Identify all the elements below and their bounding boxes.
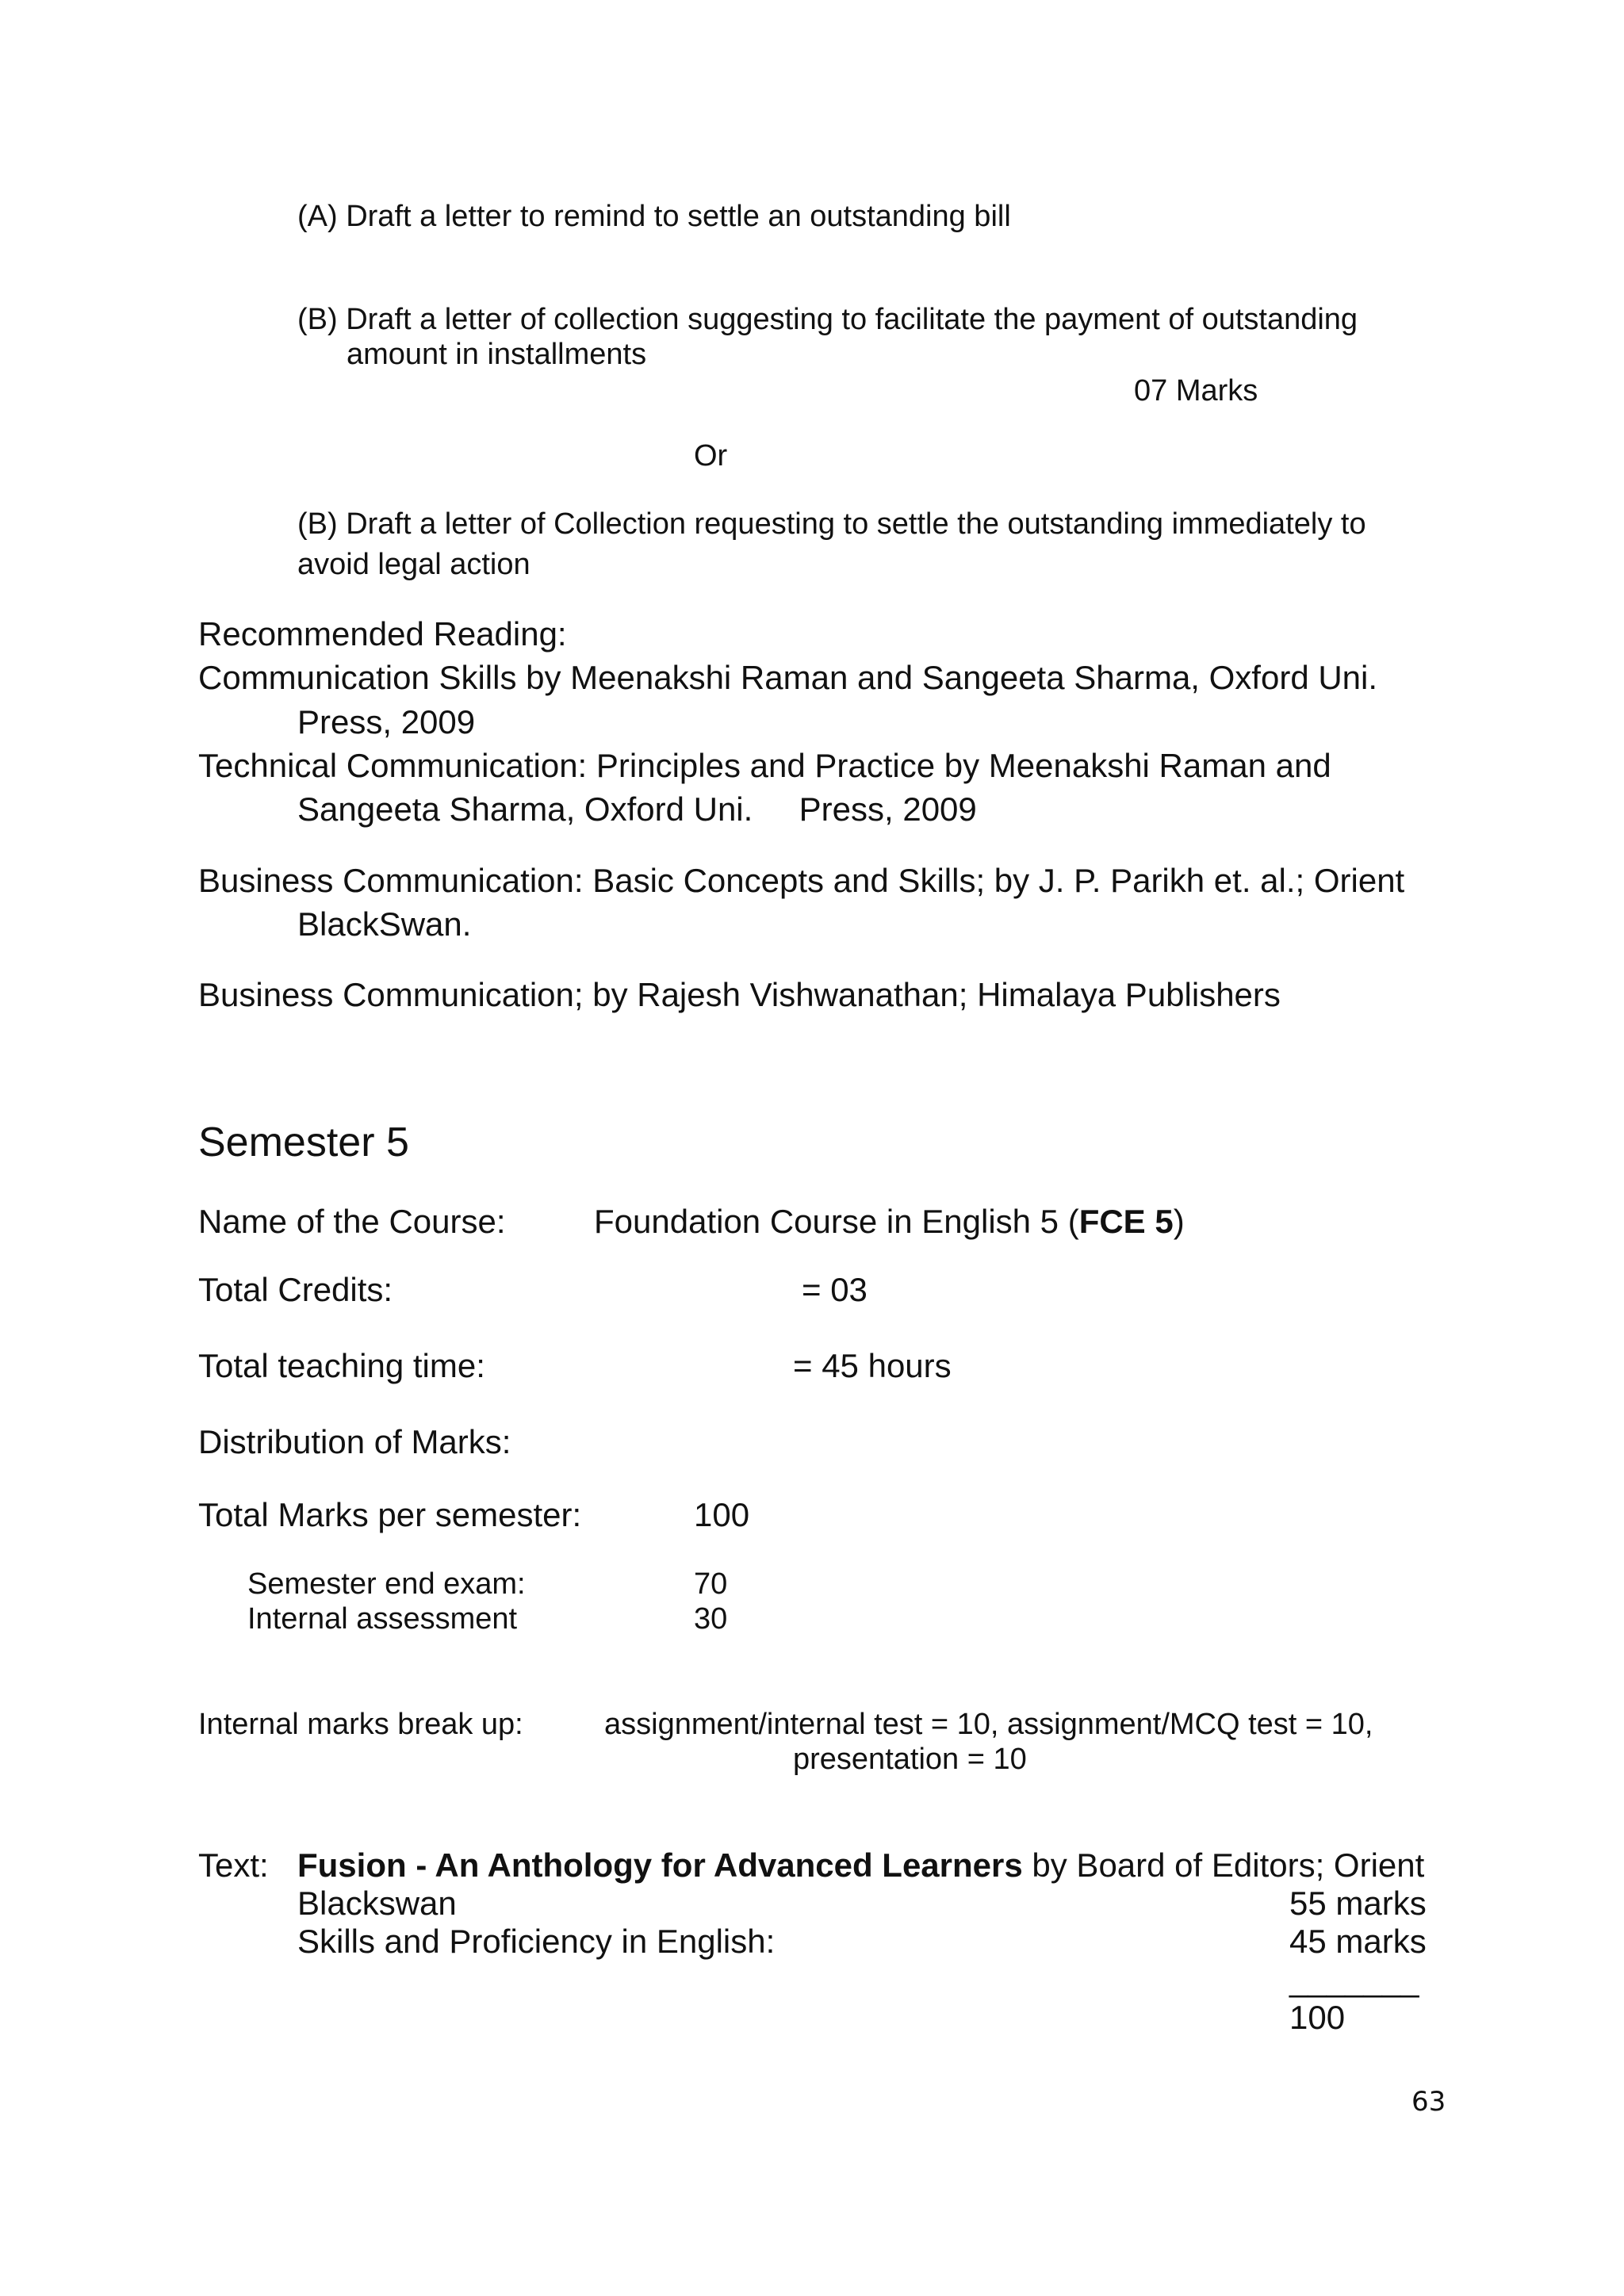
credits-value: = 03 (802, 1271, 868, 1308)
book-title: Fusion - An Anthology for Advanced Learners (297, 1846, 1023, 1884)
letter-item-b1-line1: (B) Draft a letter of collection suggesting to facilitate the payment of outstanding (297, 303, 1358, 336)
internal-assessment-value: 30 (694, 1602, 728, 1636)
total-marks-label: Total Marks per semester: (198, 1496, 582, 1533)
breakup-line2: presentation = 10 (793, 1743, 1027, 1776)
end-exam-label: Semester end exam: (247, 1567, 526, 1601)
total-marks-value: 100 (694, 1496, 750, 1533)
end-exam-value: 70 (694, 1567, 728, 1601)
course-label: Name of the Course: (198, 1203, 506, 1240)
total-marks: 100 (1289, 1999, 1346, 2036)
skills-label: Skills and Proficiency in English: (297, 1923, 776, 1960)
teaching-time-label: Total teaching time: (198, 1347, 485, 1384)
semester-title: Semester 5 (198, 1119, 409, 1165)
credits-label: Total Credits: (198, 1271, 393, 1308)
total-rule: _______ (1289, 1961, 1419, 1998)
letter-item-b1-line2: amount in installments (347, 338, 647, 371)
breakup-label: Internal marks break up: (198, 1708, 523, 1741)
text-book-line (297, 1846, 1425, 1884)
course-code: FCE 5 (1078, 1203, 1174, 1240)
reading-item-2-line2: Sangeeta Sharma, Oxford Uni. Press, 2009 (297, 790, 977, 828)
book-rest: by Board of Editors; Orient (1022, 1846, 1425, 1884)
distribution-label: Distribution of Marks: (198, 1423, 511, 1460)
text-label: Text: (198, 1846, 269, 1884)
breakup-line1: assignment/internal test = 10, assignment/MCQ test = 10, (604, 1708, 1373, 1741)
letter-item-b2-line2: avoid legal action (297, 548, 530, 581)
reading-item-1-line1: Communication Skills by Meenakshi Raman and Sangeeta Sharma, Oxford Uni. (198, 659, 1378, 696)
course-value (594, 1205, 1185, 1238)
reading-item-1-line2: Press, 2009 (297, 703, 476, 740)
reading-item-4: Business Communication; by Rajesh Vishwanathan; Himalaya Publishers (198, 976, 1281, 1013)
reading-item-3-line2: BlackSwan. (297, 905, 472, 943)
skills-marks: 45 marks (1289, 1923, 1427, 1960)
teaching-time-value: = 45 hours (793, 1347, 952, 1384)
letter-item-b2-line1: (B) Draft a letter of Collection requesting to settle the outstanding immediately to (297, 507, 1366, 541)
or-separator: Or (694, 439, 728, 473)
publisher: Blackswan (297, 1885, 457, 1922)
marks-label: 07 Marks (1134, 374, 1258, 408)
letter-item-a: (A) Draft a letter to remind to settle an outstanding bill (297, 200, 1011, 233)
book-marks: 55 marks (1289, 1885, 1427, 1922)
reading-item-3-line1: Business Communication: Basic Concepts and Skills; by J. P. Parikh et. al.; Orient (198, 862, 1405, 899)
reading-item-2-line1: Technical Communication: Principles and Practice by Meenakshi Raman and (198, 747, 1331, 784)
internal-assessment-label: Internal assessment (247, 1602, 518, 1636)
page-number: 63 (1411, 2086, 1446, 2118)
course-value-prefix: Foundation Course in English 5 ( (594, 1203, 1079, 1240)
reading-heading: Recommended Reading: (198, 615, 567, 652)
course-value-suffix: ) (1173, 1203, 1185, 1240)
